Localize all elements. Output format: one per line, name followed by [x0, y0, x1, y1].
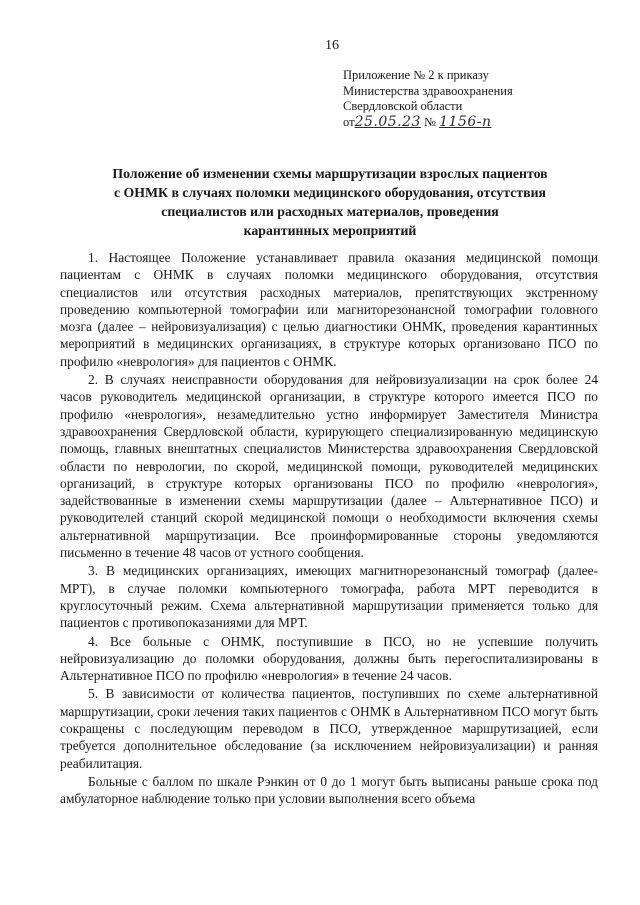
handwritten-date: 25.05.23: [354, 113, 421, 130]
paragraph-4: 4. Все больные с ОНМК, поступившие в ПСО, но не успевшие получить нейровизуализацию до поломки оборудования, должны быть перегоспитализированы в Альтернативное ПСО по профилю «неврология» в течение 24 часов.: [60, 633, 598, 684]
document-title: [60, 164, 600, 240]
appendix-line: Свердловской области: [343, 99, 463, 113]
paragraph-6: Больные с баллом по шкале Рэнкин от 0 до 1 могут быть выписаны раньше срока под амбулаторное наблюдение только при условии выполнения всего объема: [60, 773, 598, 807]
paragraph-1: 1. Настоящее Положение устанавливает правила оказания медицинской помощи пациентам с ОНМК в случаях поломки медицинского оборудования, отсутствия специалистов или отсутствия расходных материалов, препятствующих экстренному проведению компьютерной томографии или магниторезонансной томографии головного мозга (далее – нейровизуализация) с целью диагностики ОНМК, проведения карантинных мероприятий в медицинских организациях, в структуре которых организовано ПСО по профилю «неврология» для пациентов с ОНМК.: [60, 250, 598, 369]
appendix-line: Приложение № 2 к приказу: [343, 68, 489, 82]
title-line: специалистов или расходных материалов, проведения: [161, 204, 499, 219]
appendix-header: [343, 68, 613, 130]
appendix-line: Министерства здравоохранения: [343, 83, 513, 98]
page-number: 16: [325, 38, 339, 53]
number-label: №: [424, 114, 436, 129]
document-body: [60, 249, 598, 809]
title-line: карантинных мероприятий: [243, 223, 417, 238]
title-line: Положение об изменении схемы маршрутизации взрослых пациентов: [112, 166, 548, 181]
paragraph-5: 5. В зависимости от количества пациентов, поступивших по схеме альтернативной маршрутизации, сроки лечения таких пациентов с ОНМК в Альтернативном ПСО могут быть сокращены с последующим переводом в ПСО, утвержденное маршрутизацией, если требуется дополнительное обследование (за исключением нейровизуализации) и ранняя реабилитация.: [60, 686, 598, 771]
paragraph-3: 3. В медицинских организациях, имеющих магнитнорезонансный томограф (далее-МРТ), в случае поломки компьютерного томографа, работа МРТ переводится в круглосуточный режим. Схема альтернативной маршрутизации применяется только для пациентов с противопоказаниями для МРТ.: [60, 563, 598, 631]
order-date-number-line: [343, 115, 613, 131]
handwritten-order-number: 1156-п: [439, 113, 492, 130]
from-label: от: [343, 114, 355, 129]
paragraph-2: 2. В случаях неисправности оборудования для нейровизуализации на срок более 24 часов руководитель медицинской организации, в структуре которого имеется ПСО по профилю «неврология», незамедлительно устно информирует Заместителя Министра здравоохранения Свердловской области, курирующего специализированную медицинскую помощь, главных внештатных специалистов Министерства здравоохранения Свердловской области по неврологии, по скорой, медицинской помощи, руководителей медицинских организаций, в структуре которых организованы ПСО по профилю «неврология», задействованные в изменении схемы маршрутизации (далее – Альтернативное ПСО) и руководителей станций скорой медицинской помощи о необходимости включения схемы альтернативной маршрутизации. Все проинформированные стороны уведомляются письменно в течение 48 часов от устного сообщения.: [60, 372, 598, 561]
title-line: с ОНМК в случаях поломки медицинского оборудования, отсутствия: [113, 185, 547, 200]
